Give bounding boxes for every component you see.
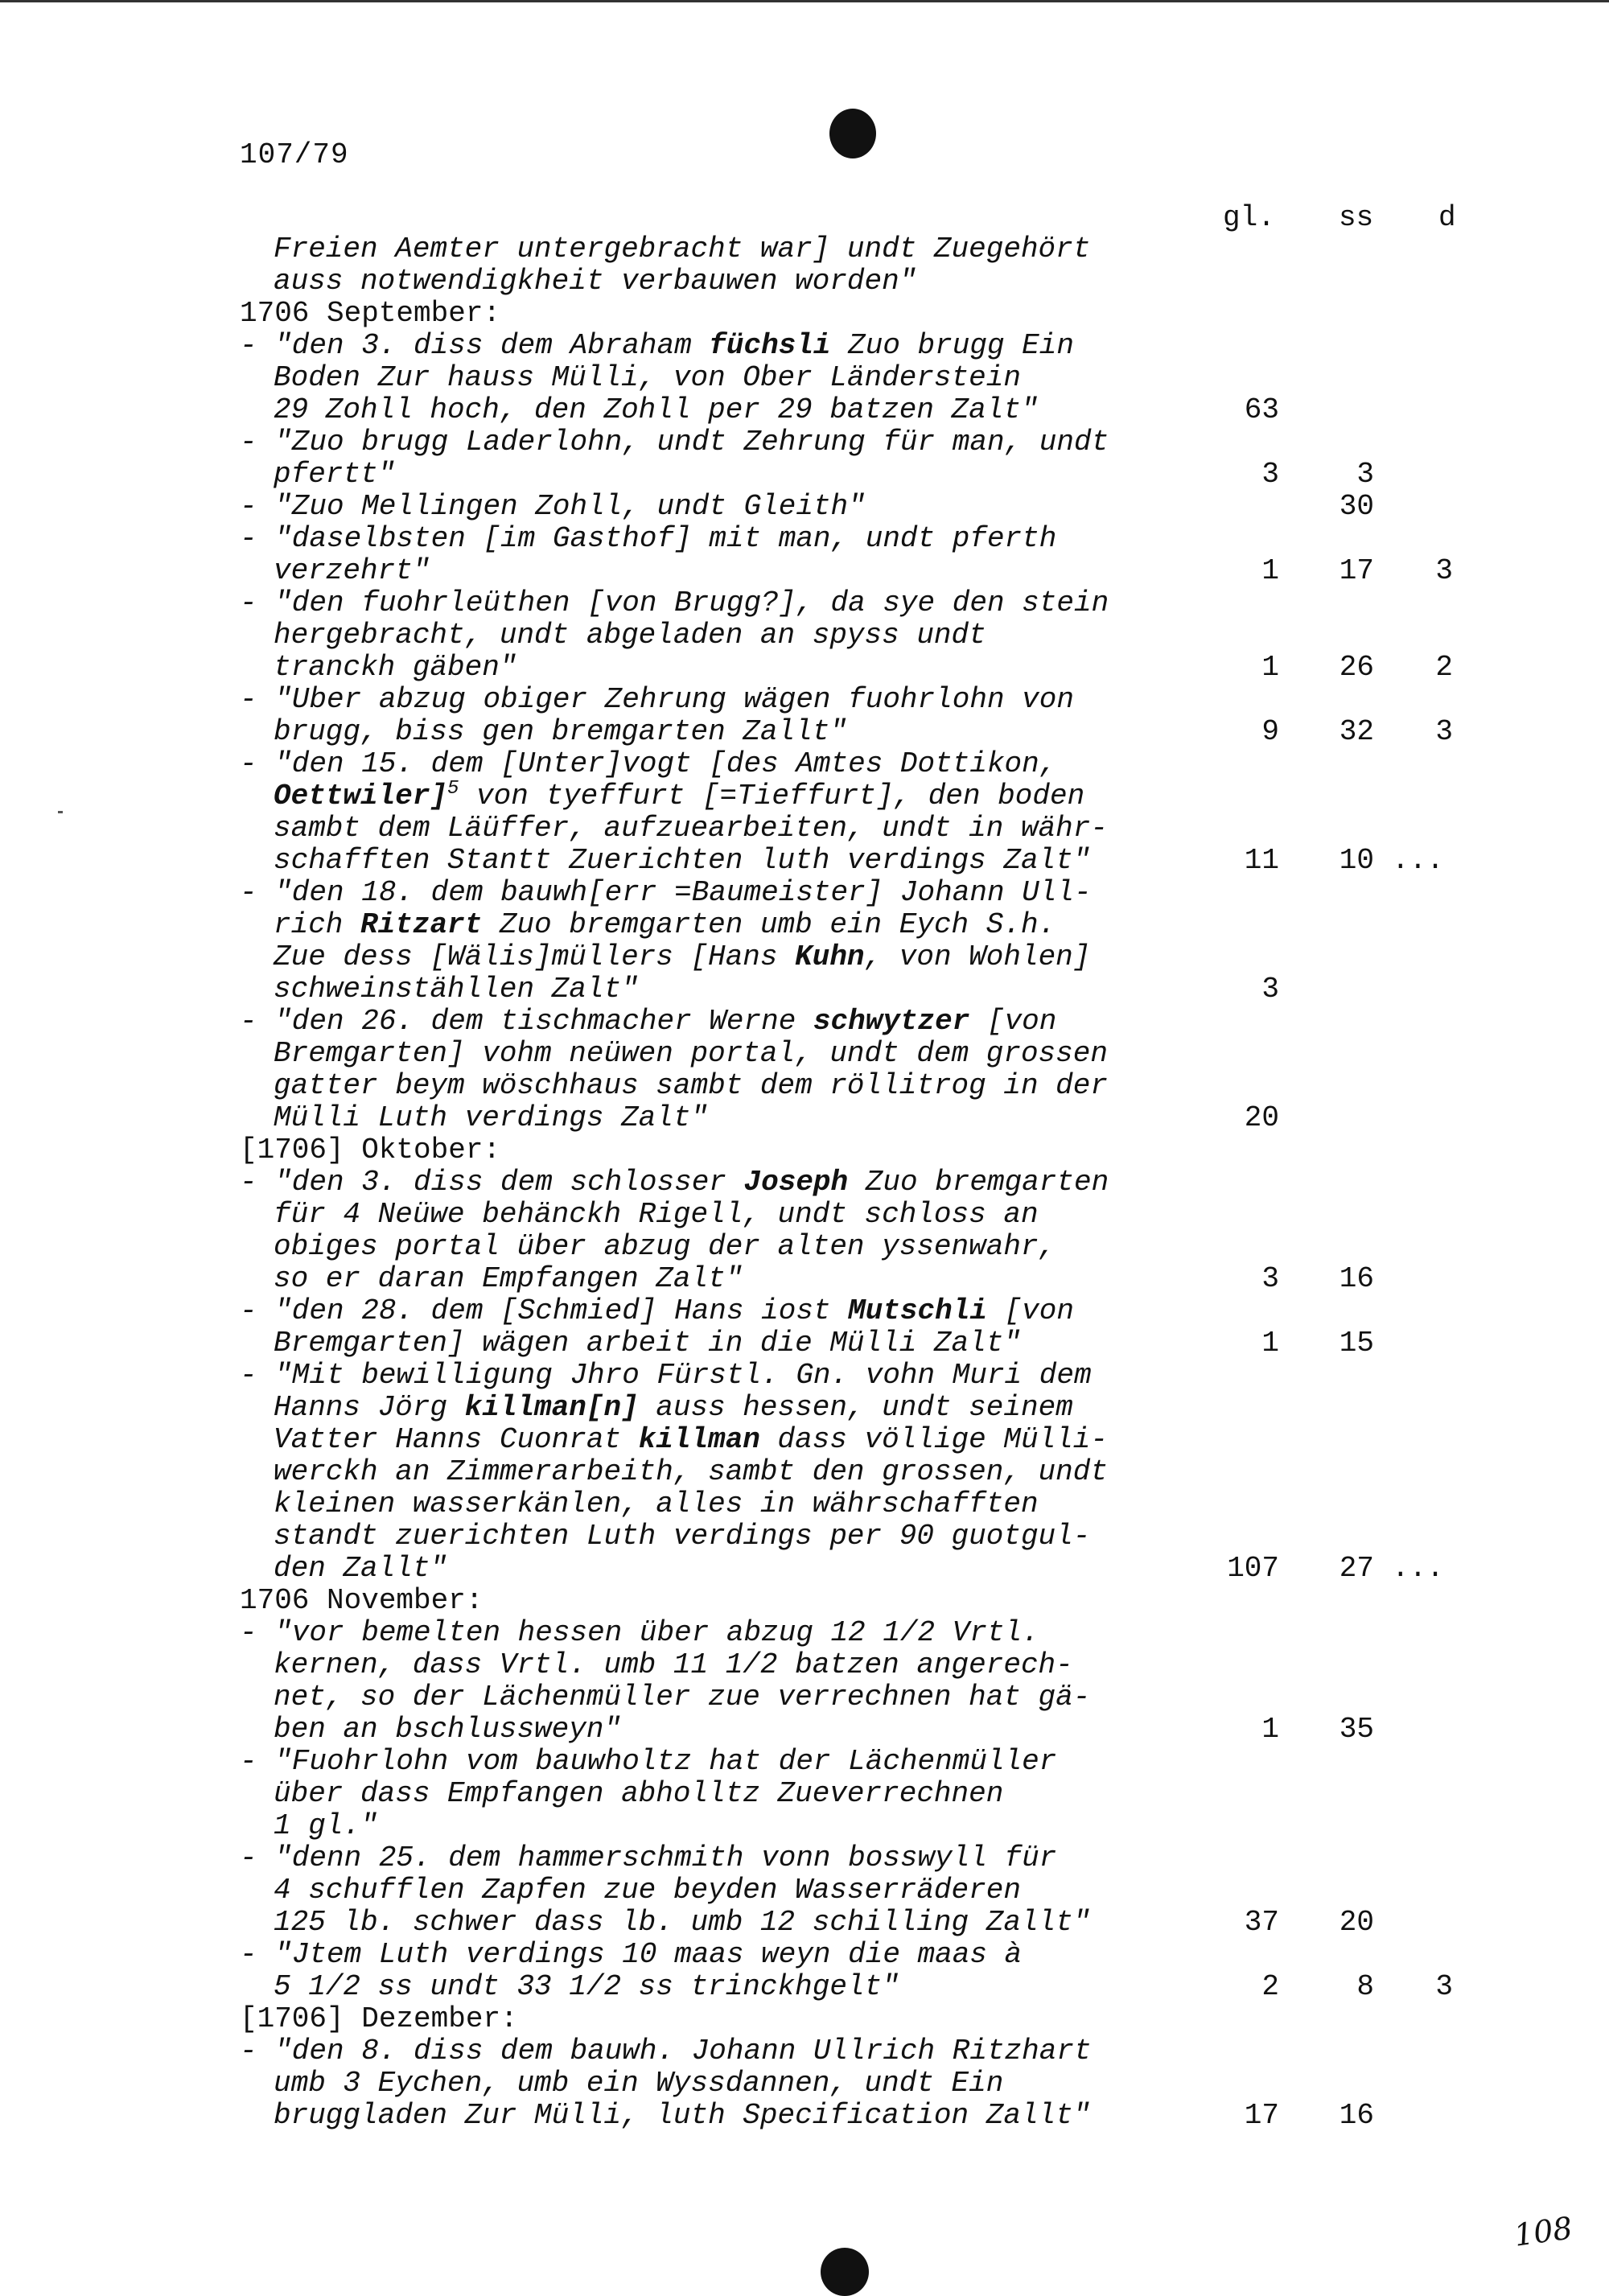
amount-gl: 1 bbox=[1261, 1713, 1279, 1746]
text-line: standt zuerichten Luth verdings per 90 guotgul- bbox=[274, 1520, 1091, 1553]
text-line: verzehrt" bbox=[274, 554, 430, 587]
text-line: über dass Empfangen abholltz Zueverrechnen bbox=[274, 1777, 1004, 1810]
text-line: auss notwendigkheit verbauwen worden" bbox=[274, 265, 917, 298]
amount-ss: 16 bbox=[1339, 2099, 1374, 2132]
name-highlight: killman[n] bbox=[464, 1391, 639, 1424]
text-line: sambt dem Läüffer, aufzuearbeiten, undt in währ- bbox=[274, 812, 1108, 845]
name-highlight: Ritzart bbox=[360, 908, 483, 941]
margin-mark bbox=[58, 811, 63, 813]
name-highlight: Mutschli bbox=[848, 1294, 987, 1327]
amount-d: 3 bbox=[1435, 554, 1453, 587]
amount-continued: ... bbox=[1392, 844, 1444, 877]
text-fragment: [von bbox=[969, 1005, 1057, 1038]
text-line bbox=[274, 909, 1056, 941]
text-fragment: - "den 28. dem [Schmied] Hans iost bbox=[240, 1294, 849, 1327]
amount-continued: ... bbox=[1392, 1552, 1444, 1585]
text-line: Bremgarten] wägen arbeit in die Mülli Zalt" bbox=[274, 1327, 1021, 1360]
text-line: - "den fuohrleüthen [von Brugg?], da sye den stein bbox=[240, 586, 1109, 619]
amount-ss: 30 bbox=[1339, 490, 1374, 523]
amount-gl: 1 bbox=[1261, 554, 1279, 587]
text-line: brugg, biss gen bremgarten Zallt" bbox=[274, 715, 847, 748]
text-line: 4 schufflen Zapfen zue beyden Wasserräderen bbox=[274, 1874, 1021, 1907]
name-highlight: Oettwiler] bbox=[274, 780, 448, 813]
text-line: - "den 18. dem bauwh[err =Baumeister] Johann Ull- bbox=[240, 876, 1092, 909]
name-highlight: killman bbox=[638, 1423, 760, 1456]
amount-ss: 10 bbox=[1339, 844, 1374, 877]
text-line: 1 gl." bbox=[274, 1809, 378, 1842]
amount-ss: 8 bbox=[1356, 1970, 1374, 2003]
text-fragment: Hanns Jörg bbox=[274, 1391, 465, 1424]
text-line: net, so der Lächenmüller zue verrechnen hat gä- bbox=[274, 1681, 1091, 1714]
column-header-d: d bbox=[1438, 201, 1456, 234]
section-heading: [1706] Dezember: bbox=[240, 2002, 518, 2035]
text-fragment: - "den 3. diss dem Abraham bbox=[240, 329, 710, 362]
text-line: Boden Zur hauss Mülli, von Ober Länderstein bbox=[274, 361, 1021, 394]
punch-hole-bottom bbox=[821, 2248, 869, 2296]
amount-d: 3 bbox=[1435, 715, 1453, 748]
text-line bbox=[274, 1424, 1108, 1456]
section-heading: 1706 September: bbox=[240, 297, 501, 330]
text-line: - "Fuohrlohn vom bauwholtz hat der Lächenmüller bbox=[240, 1745, 1057, 1778]
text-line: kleinen wasserkänlen, alles in währschafften bbox=[274, 1487, 1039, 1520]
name-highlight: Joseph bbox=[743, 1166, 849, 1199]
amount-ss: 3 bbox=[1356, 458, 1374, 491]
amount-gl: 9 bbox=[1261, 715, 1279, 748]
amount-gl: 107 bbox=[1227, 1552, 1279, 1585]
text-fragment: Zuo bremgarten bbox=[848, 1166, 1109, 1199]
top-border bbox=[0, 0, 1609, 2]
amount-gl: 11 bbox=[1244, 844, 1279, 877]
text-fragment: dass völlige Mülli- bbox=[759, 1423, 1108, 1456]
text-fragment: - "den 26. dem tischmacher Werne bbox=[240, 1005, 813, 1038]
text-line bbox=[240, 1006, 1056, 1038]
text-line: umb 3 Eychen, umb ein Wyssdannen, undt Ein bbox=[274, 2067, 1004, 2100]
amount-gl: 37 bbox=[1244, 1906, 1279, 1939]
text-fragment: auss hessen, undt seinem bbox=[638, 1391, 1073, 1424]
text-line bbox=[240, 330, 1074, 362]
text-line: - "den 8. diss dem bauwh. Johann Ullrich Ritzhart bbox=[240, 2035, 1092, 2068]
text-line: Mülli Luth verdings Zalt" bbox=[274, 1101, 709, 1134]
page-number: 107/79 bbox=[240, 138, 349, 171]
amount-d: 3 bbox=[1435, 1970, 1453, 2003]
column-header-ss: ss bbox=[1339, 201, 1374, 234]
amount-d: 2 bbox=[1435, 651, 1453, 684]
text-line bbox=[274, 1392, 1073, 1424]
amount-ss: 32 bbox=[1339, 715, 1374, 748]
text-line: obiges portal über abzug der alten yssenwahr, bbox=[274, 1230, 1056, 1263]
text-line: - "Mit bewilligung Jhro Fürstl. Gn. vohn Muri dem bbox=[240, 1359, 1092, 1392]
column-header-gl: gl. bbox=[1223, 201, 1275, 234]
text-line: 29 Zohll hoch, den Zohll per 29 batzen Zalt" bbox=[274, 393, 1039, 426]
amount-gl: 2 bbox=[1261, 1970, 1279, 2003]
amount-gl: 1 bbox=[1261, 1327, 1279, 1360]
text-line: pfertt" bbox=[274, 458, 396, 491]
text-fragment: Zuo bremgarten umb ein Eych S.h. bbox=[482, 908, 1056, 941]
text-line bbox=[274, 941, 1090, 973]
text-line: schafften Stantt Zuerichten luth verdings Zalt" bbox=[274, 844, 1091, 877]
text-line: - "Jtem Luth verdings 10 maas weyn die maas à bbox=[240, 1938, 1023, 1971]
text-line: - "Uber abzug obiger Zehrung wägen fuohrlohn von bbox=[240, 683, 1074, 716]
amount-ss: 27 bbox=[1339, 1552, 1374, 1585]
amount-gl: 3 bbox=[1261, 973, 1279, 1006]
text-line: hergebracht, undt abgeladen an spyss undt bbox=[274, 619, 986, 652]
text-line: - "Zuo Mellingen Zohll, undt Gleith" bbox=[240, 490, 866, 523]
name-highlight: schwytzer bbox=[813, 1005, 970, 1038]
text-line: 5 1/2 ss undt 33 1/2 ss trinckhgelt" bbox=[274, 1970, 899, 2003]
text-line: - "daselbsten [im Gasthof] mit man, undt pferth bbox=[240, 522, 1057, 555]
text-line: schweinstähllen Zalt" bbox=[274, 973, 639, 1006]
amount-gl: 3 bbox=[1261, 1262, 1279, 1295]
text-fragment: Vatter Hanns Cuonrat bbox=[274, 1423, 639, 1456]
text-fragment: Zuo brugg Ein bbox=[830, 329, 1074, 362]
text-line: - "denn 25. dem hammerschmith vonn bosswyll für bbox=[240, 1841, 1057, 1874]
text-line bbox=[240, 1295, 1074, 1327]
amount-gl: 63 bbox=[1244, 393, 1279, 426]
text-line: tranckh gäben" bbox=[274, 651, 517, 684]
text-line: gatter beym wöschhaus sambt dem röllitrog in der bbox=[274, 1069, 1108, 1102]
amount-gl: 20 bbox=[1244, 1101, 1279, 1134]
amount-gl: 17 bbox=[1244, 2099, 1279, 2132]
text-line: Bremgarten] vohm neüwen portal, undt dem grossen bbox=[274, 1037, 1108, 1070]
name-highlight: füchsli bbox=[709, 329, 831, 362]
text-line: so er daran Empfangen Zalt" bbox=[274, 1262, 743, 1295]
text-line bbox=[240, 1167, 1109, 1199]
text-fragment: - "den 3. diss dem schlosser bbox=[240, 1166, 744, 1199]
amount-ss: 15 bbox=[1339, 1327, 1374, 1360]
amount-gl: 1 bbox=[1261, 651, 1279, 684]
text-line: für 4 Neüwe behänckh Rigell, undt schloss an bbox=[274, 1198, 1039, 1231]
text-line: 125 lb. schwer dass lb. umb 12 schilling Zallt" bbox=[274, 1906, 1091, 1939]
text-line: - "vor bemelten hessen über abzug 12 1/2 Vrtl. bbox=[240, 1616, 1039, 1649]
amount-ss: 16 bbox=[1339, 1262, 1374, 1295]
text-line: den Zallt" bbox=[274, 1552, 448, 1585]
text-fragment: von tyeffurt [=Tieffurt], den boden bbox=[459, 780, 1085, 813]
text-line: Freien Aemter untergebracht war] undt Zuegehört bbox=[274, 232, 1091, 265]
amount-ss: 17 bbox=[1339, 554, 1374, 587]
footnote-ref: 5 bbox=[447, 778, 459, 800]
amount-ss: 26 bbox=[1339, 651, 1374, 684]
amount-ss: 35 bbox=[1339, 1713, 1374, 1746]
text-line: bruggladen Zur Mülli, luth Specification Zallt" bbox=[274, 2099, 1091, 2132]
text-fragment: Zue dess [Wälis]müllers [Hans bbox=[274, 940, 796, 973]
amount-gl: 3 bbox=[1261, 458, 1279, 491]
text-fragment: rich bbox=[274, 908, 361, 941]
text-line bbox=[274, 780, 1084, 813]
amount-ss: 20 bbox=[1339, 1906, 1374, 1939]
text-line: ben an bschlussweyn" bbox=[274, 1713, 622, 1746]
text-line: - "den 15. dem [Unter]vogt [des Amtes Dottikon, bbox=[240, 747, 1057, 780]
section-heading: 1706 November: bbox=[240, 1584, 484, 1617]
text-line: werckh an Zimmerarbeith, sambt den grossen, undt bbox=[274, 1455, 1108, 1488]
handwritten-folio-number: 108 bbox=[1512, 2210, 1575, 2253]
punch-hole-top bbox=[829, 109, 876, 158]
text-fragment: [von bbox=[986, 1294, 1074, 1327]
section-heading: [1706] Oktober: bbox=[240, 1134, 501, 1167]
text-fragment: , von Wohlen] bbox=[864, 940, 1091, 973]
text-line: - "Zuo brugg Laderlohn, undt Zehrung für man, undt bbox=[240, 426, 1109, 459]
text-line: kernen, dass Vrtl. umb 11 1/2 batzen angerech- bbox=[274, 1648, 1073, 1681]
name-highlight: Kuhn bbox=[795, 940, 865, 973]
